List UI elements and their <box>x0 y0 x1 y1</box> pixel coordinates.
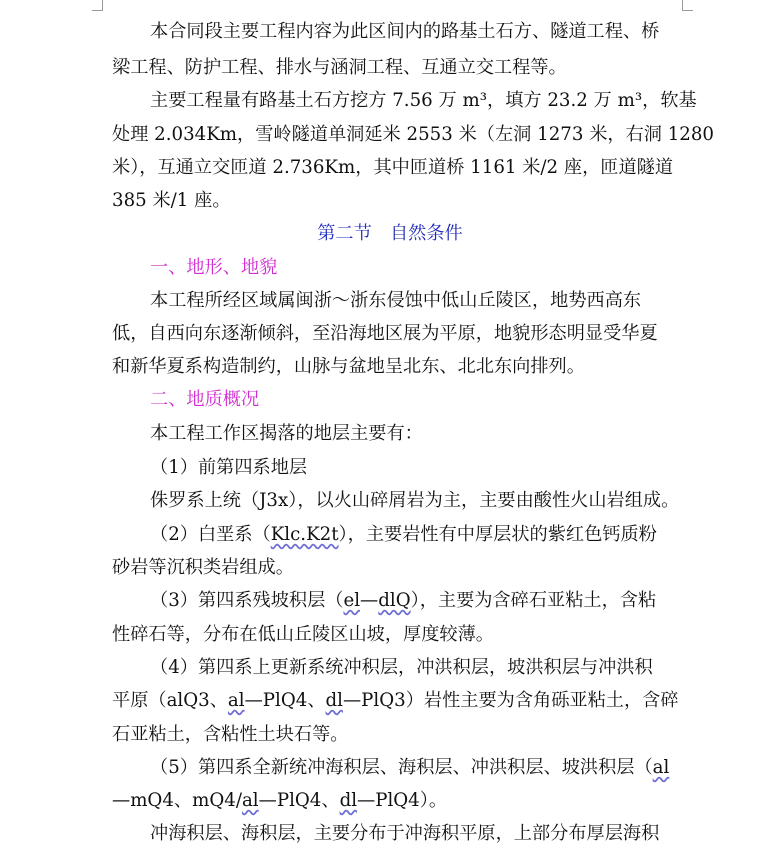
text-segment-underlined: al <box>241 790 259 811</box>
text-segment: ），主要岩性有中厚层状的紫红色钙质粉 <box>338 524 657 545</box>
paragraph-line <box>150 523 657 547</box>
paragraph-line <box>150 756 669 780</box>
paragraph-line: 性碎石等，分布在低山丘陵区山坡，厚度较薄。 <box>112 624 494 645</box>
text-segment-underlined: al <box>227 690 245 711</box>
subheading: 二、地质概况 <box>150 389 260 410</box>
text-segment: —PlQ4、 <box>258 790 340 811</box>
text-segment: （2）白垩系（ <box>150 524 271 545</box>
paragraph-line: 385 米/1 座。 <box>112 190 231 211</box>
paragraph-line: 梁工程、防护工程、排水与涵洞工程、互通立交工程等。 <box>112 57 567 78</box>
text-segment-underlined: al <box>652 757 670 778</box>
text-segment: —PlQ4）。 <box>357 790 448 811</box>
paragraph-line: （1）前第四系地层 <box>150 457 308 478</box>
paragraph-line: 米），互通立交匝道 2.736Km，其中匝道桥 1161 米/2 座，匝道隧道 <box>112 157 674 178</box>
page-corner-marker-right <box>682 0 693 11</box>
paragraph-line <box>150 589 656 613</box>
text-segment: — <box>360 590 379 611</box>
paragraph-line <box>112 689 679 713</box>
paragraph-line <box>112 789 447 813</box>
paragraph-line: 本工程工作区揭落的地层主要有： <box>150 423 423 444</box>
paragraph-line: 本工程所经区域属闽浙～浙东侵蚀中低山丘陵区，地势西高东 <box>150 290 642 311</box>
text-segment: —mQ4、mQ4/ <box>112 790 242 811</box>
paragraph-line: 主要工程量有路基土石方挖方 7.56 万 m³，填方 23.2 万 m³，软基 <box>150 90 697 111</box>
paragraph-line: 冲海积层、海积层，主要分布于冲海积平原，上部分布厚层海积 <box>150 823 660 844</box>
paragraph-line: 低，自西向东逐渐倾斜，至沿海地区展为平原，地貌形态明显受华夏 <box>112 323 658 344</box>
text-segment: ），主要为含碎石亚粘土，含粘 <box>410 590 657 611</box>
paragraph-line: 处理 2.034Km，雪岭隧道单洞延米 2553 米（左洞 1273 米，右洞 1280 <box>112 124 715 145</box>
text-segment: alQ3、 <box>166 690 228 711</box>
text-segment: —PlQ3）岩性主要为含角砾亚粘土，含碎 <box>342 690 679 711</box>
paragraph-line: 石亚粘土，含粘性土块石等。 <box>112 724 349 745</box>
paragraph-line: 侏罗系上统（J3x），以火山碎屑岩为主，主要由酸性火山岩组成。 <box>150 490 680 511</box>
text-segment-underlined: el <box>343 590 361 611</box>
paragraph-line: 和新华夏系构造制约，山脉与盆地呈北东、北北东向排列。 <box>112 356 585 377</box>
text-segment-underlined: Klc.K2t <box>270 524 339 545</box>
text-segment: （5）第四系全新统冲海积层、海积层、冲洪积层、坡洪积层（ <box>150 757 653 778</box>
paragraph-line: （4）第四系上更新系统冲积层，冲洪积层，坡洪积层与冲洪积 <box>150 657 653 678</box>
section-heading: 第二节 自然条件 <box>317 223 463 244</box>
paragraph-line: 本合同段主要工程内容为此区间内的路基土石方、隧道工程、桥 <box>150 21 660 42</box>
text-segment: （3）第四系残坡积层（ <box>150 590 344 611</box>
subheading: 一、地形、地貌 <box>150 257 278 278</box>
text-segment-underlined: dlQ <box>378 590 411 611</box>
text-segment: 平原（ <box>112 690 167 711</box>
page-corner-marker-left <box>92 0 103 11</box>
text-segment-underlined: dl <box>325 690 343 711</box>
text-segment-underlined: dl <box>339 790 358 811</box>
text-segment: —PlQ4、 <box>244 690 326 711</box>
paragraph-line: 砂岩等沉积类岩组成。 <box>112 557 294 578</box>
